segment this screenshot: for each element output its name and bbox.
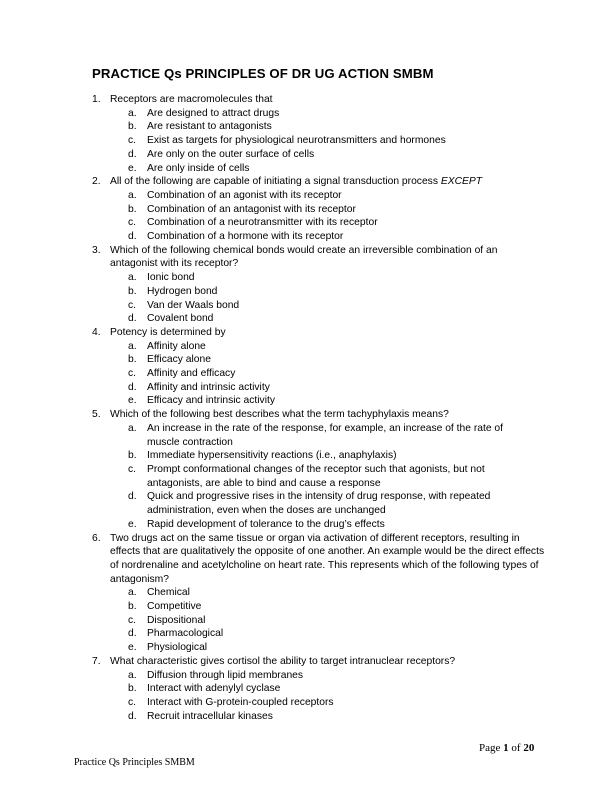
option-letter: c.	[128, 299, 137, 311]
option-letter: b.	[128, 354, 137, 366]
question-text: All of the following are capable of initiating a signal transduction process	[110, 176, 441, 188]
answer-option	[0, 162, 606, 176]
option-letter: a.	[128, 587, 137, 599]
question-number: 7.	[92, 655, 101, 667]
question-1	[0, 93, 606, 175]
answer-option	[0, 148, 606, 162]
option-text: Quick and progressive rises in the intensity of drug response, with repeated administration, even when the doses are unchanged	[147, 491, 491, 517]
question-stem	[0, 93, 606, 107]
answer-option	[0, 285, 606, 299]
answer-option	[0, 230, 606, 244]
option-letter: b.	[128, 203, 137, 215]
option-letter: a.	[128, 422, 137, 434]
page-separator: of	[508, 742, 524, 754]
option-letter: d.	[128, 231, 137, 243]
option-letter: c.	[128, 135, 137, 147]
option-text: Physiological	[147, 642, 208, 654]
question-2	[0, 175, 606, 244]
question-4	[0, 326, 606, 408]
option-text: Combination of an agonist with its receptor	[147, 189, 342, 201]
answer-option	[0, 627, 606, 641]
option-letter: d.	[128, 491, 137, 503]
answer-option	[0, 107, 606, 121]
option-letter: e.	[128, 642, 137, 654]
option-text: Combination of an antagonist with its receptor	[147, 203, 356, 215]
answer-option	[0, 586, 606, 600]
answer-option	[0, 710, 606, 724]
question-text: Which of the following best describes what the term tachyphylaxis means?	[110, 409, 449, 421]
option-letter: e.	[128, 162, 137, 174]
option-text: Efficacy alone	[147, 354, 211, 366]
option-text: Affinity and intrinsic activity	[147, 381, 270, 393]
option-letter: a.	[128, 340, 137, 352]
option-letter: c.	[128, 217, 137, 229]
question-number: 2.	[92, 176, 101, 188]
answer-option	[0, 299, 606, 313]
option-text: An increase in the rate of the response, for example, an increase of the rate of muscle contraction	[147, 422, 504, 448]
answer-option	[0, 353, 606, 367]
option-list	[0, 271, 606, 326]
question-stem	[0, 244, 606, 271]
page-prefix: Page	[479, 742, 504, 754]
option-letter: e.	[128, 395, 137, 407]
answer-option	[0, 518, 606, 532]
page-footer: Practice Qs Principles SMBM	[74, 757, 195, 768]
question-stem	[0, 532, 606, 587]
option-text: Are only inside of cells	[147, 162, 250, 174]
question-stem	[0, 326, 606, 340]
question-number: 3.	[92, 244, 101, 256]
option-letter: b.	[128, 121, 137, 133]
option-letter: c.	[128, 368, 137, 380]
option-list	[0, 422, 606, 532]
page-total: 20	[523, 742, 535, 754]
option-text: Affinity and efficacy	[147, 368, 236, 380]
option-letter: d.	[128, 148, 137, 160]
option-letter: e.	[128, 518, 137, 530]
question-text: What characteristic gives cortisol the ability to target intranuclear receptors?	[110, 655, 456, 667]
question-number: 5.	[92, 409, 101, 421]
answer-option	[0, 394, 606, 408]
option-text: Ionic bond	[147, 272, 195, 284]
answer-option	[0, 120, 606, 134]
option-text: Immediate hypersensitivity reactions (i.e., anaphylaxis)	[147, 450, 397, 462]
option-letter: c.	[128, 463, 137, 475]
answer-option	[0, 669, 606, 683]
question-stem	[0, 175, 606, 189]
option-letter: b.	[128, 450, 137, 462]
answer-option	[0, 682, 606, 696]
option-text: Covalent bond	[147, 313, 214, 325]
question-5	[0, 408, 606, 531]
answer-option	[0, 189, 606, 203]
option-text: Interact with adenylyl cyclase	[147, 683, 281, 695]
option-letter: a.	[128, 189, 137, 201]
option-list	[0, 189, 606, 244]
answer-option	[0, 422, 606, 449]
question-stem	[0, 655, 606, 669]
question-number: 6.	[92, 532, 101, 544]
answer-option	[0, 463, 606, 490]
option-text: Hydrogen bond	[147, 285, 218, 297]
option-letter: c.	[128, 614, 137, 626]
answer-option	[0, 696, 606, 710]
question-7	[0, 655, 606, 724]
option-list	[0, 669, 606, 724]
option-letter: b.	[128, 285, 137, 297]
document-title: PRACTICE Qs PRINCIPLES OF DR UG ACTION SMBM	[92, 66, 434, 81]
answer-option	[0, 312, 606, 326]
option-letter: a.	[128, 669, 137, 681]
option-text: Rapid development of tolerance to the drug’s effects	[147, 518, 385, 530]
option-text: Van der Waals bond	[147, 299, 240, 311]
option-letter: a.	[128, 107, 137, 119]
option-text: Affinity alone	[147, 340, 206, 352]
option-text: Efficacy and intrinsic activity	[147, 395, 275, 407]
answer-option	[0, 600, 606, 614]
question-stem	[0, 408, 606, 422]
option-text: Interact with G-protein-coupled receptors	[147, 696, 334, 708]
answer-option	[0, 449, 606, 463]
question-list	[0, 93, 606, 723]
option-text: Recruit intracellular kinases	[147, 710, 273, 722]
answer-option	[0, 216, 606, 230]
question-3	[0, 244, 606, 326]
option-text: Dispositional	[147, 614, 206, 626]
answer-option	[0, 381, 606, 395]
answer-option	[0, 490, 606, 517]
question-6	[0, 532, 606, 655]
option-letter: b.	[128, 601, 137, 613]
answer-option	[0, 641, 606, 655]
question-number: 1.	[92, 94, 101, 105]
answer-option	[0, 340, 606, 354]
question-emphasis: EXCEPT	[440, 176, 483, 188]
option-text: Combination of a hormone with its receptor	[147, 231, 344, 243]
page-current: 1	[503, 742, 509, 754]
option-letter: d.	[128, 710, 137, 722]
question-text: Receptors are macromolecules that	[110, 94, 273, 105]
option-list	[0, 586, 606, 655]
page-number	[479, 742, 534, 754]
option-letter: c.	[128, 696, 137, 708]
option-list	[0, 107, 606, 176]
option-text: Chemical	[147, 587, 190, 599]
option-letter: a.	[128, 272, 137, 284]
option-letter: d.	[128, 313, 137, 325]
question-text: Two drugs act on the same tissue or organ via activation of different receptors, resulting in effects that are qualitatively the opposite of one another. An example would be the direct effects of nordrenaline and acetylcholine on heart rate. This represents which of the following types of antagonism?	[110, 532, 545, 585]
option-text: Are designed to attract drugs	[147, 107, 280, 119]
option-list	[0, 340, 606, 409]
option-text: Combination of a neurotransmitter with its receptor	[147, 217, 378, 229]
option-text: Exist as targets for physiological neurotransmitters and hormones	[147, 135, 446, 147]
question-text: Which of the following chemical bonds would create an irreversible combination of an antagonist with its receptor?	[110, 244, 498, 270]
answer-option	[0, 134, 606, 148]
question-text: Potency is determined by	[110, 326, 226, 338]
answer-option	[0, 614, 606, 628]
answer-option	[0, 203, 606, 217]
option-letter: b.	[128, 683, 137, 695]
option-text: Competitive	[147, 601, 202, 613]
option-text: Are only on the outer surface of cells	[147, 148, 315, 160]
option-text: Prompt conformational changes of the receptor such that agonists, but not antagonists, are able to bind and cause a response	[147, 463, 485, 489]
option-text: Are resistant to antagonists	[147, 121, 272, 133]
option-text: Diffusion through lipid membranes	[147, 669, 304, 681]
option-letter: d.	[128, 628, 137, 640]
option-text: Pharmacological	[147, 628, 224, 640]
question-number: 4.	[92, 326, 101, 338]
option-letter: d.	[128, 381, 137, 393]
answer-option	[0, 271, 606, 285]
answer-option	[0, 367, 606, 381]
